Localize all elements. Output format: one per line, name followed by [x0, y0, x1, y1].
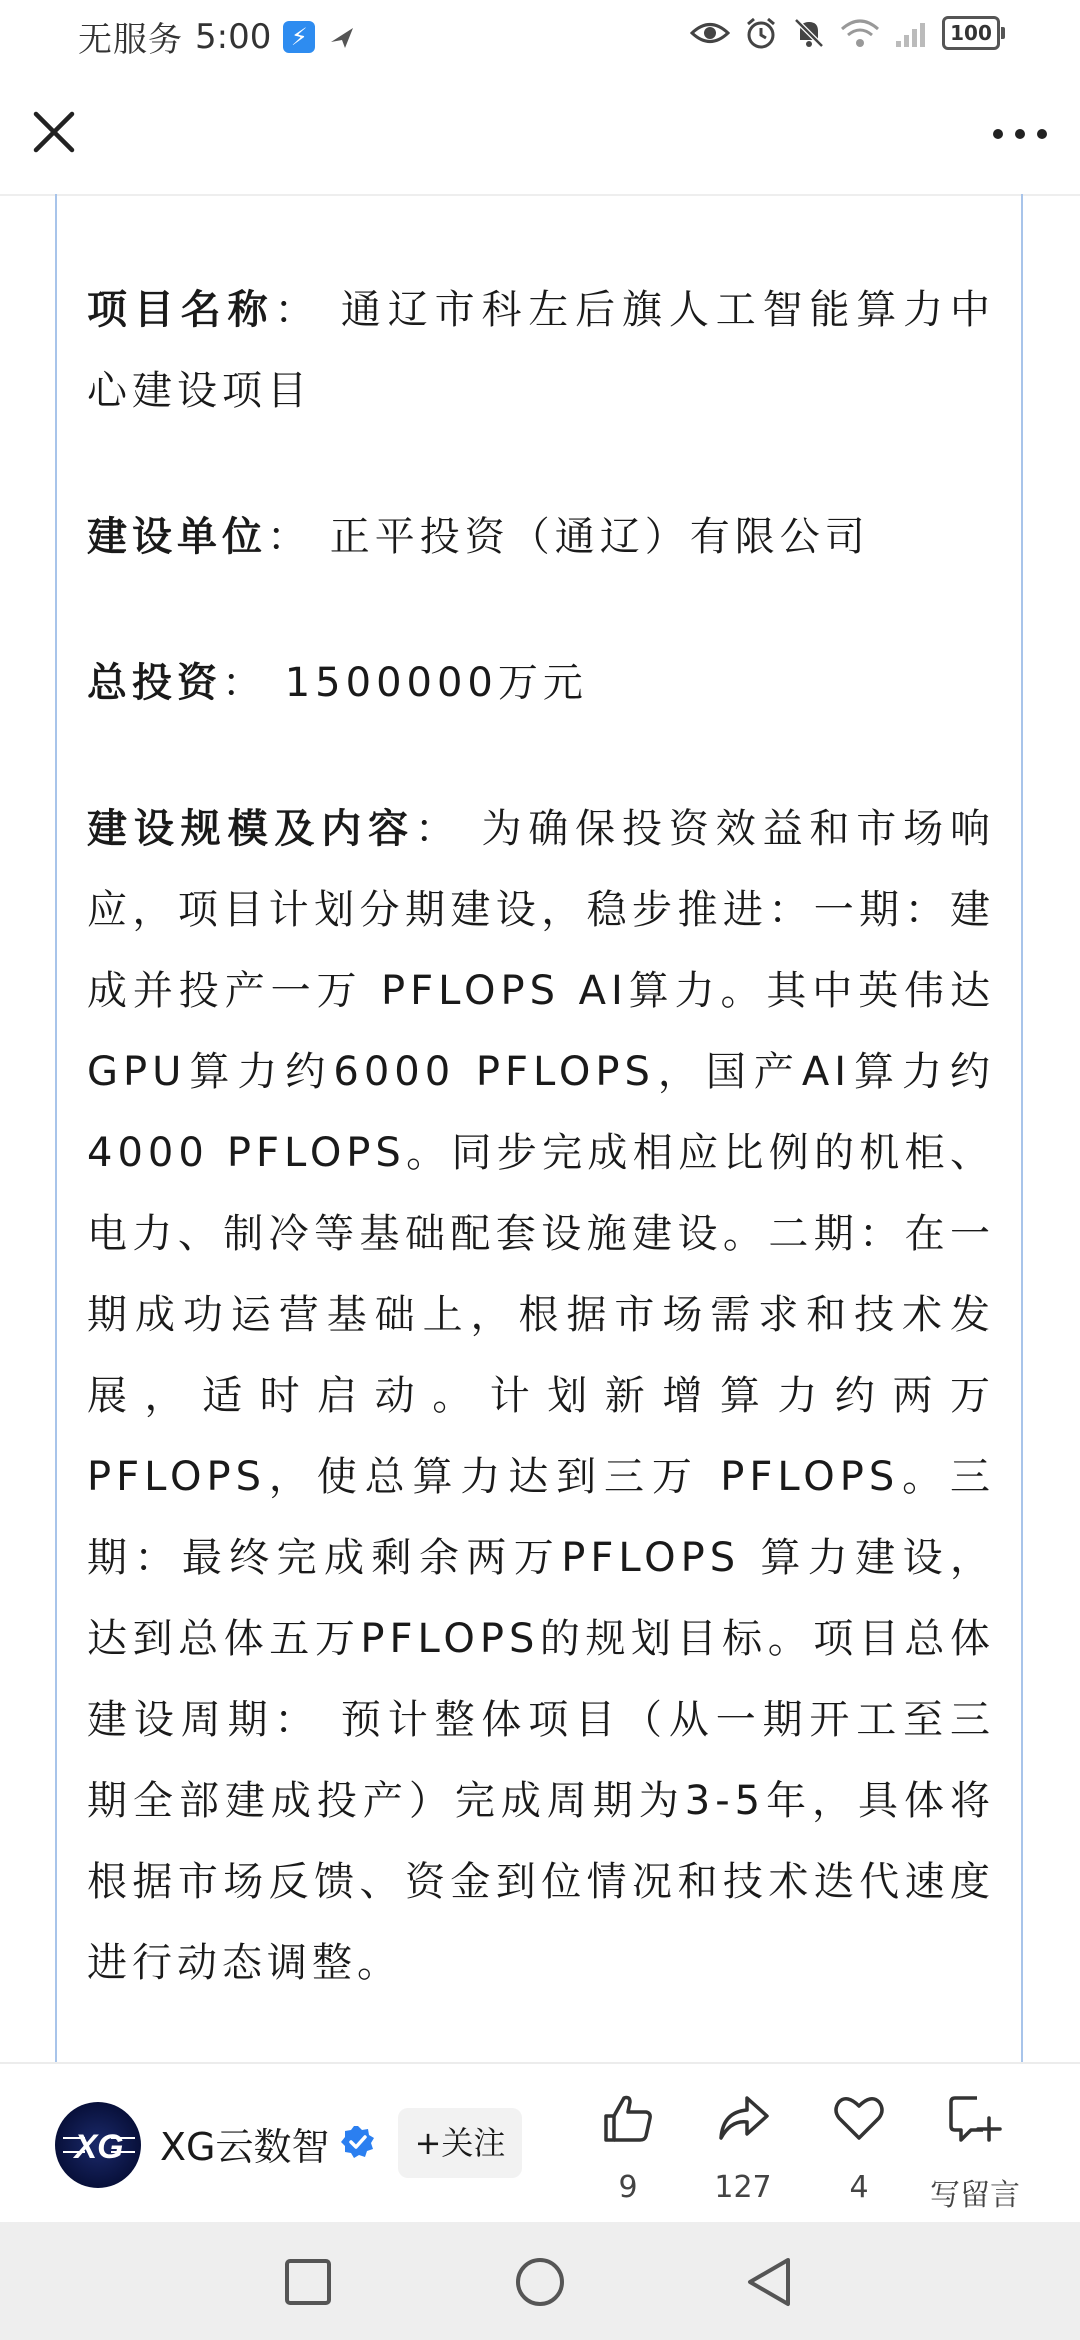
project-name-value: 通辽市科左后旗人工智能算力中心建设项目	[87, 287, 996, 414]
eye-icon	[690, 18, 730, 48]
verified-badge-icon	[340, 2124, 376, 2160]
status-left	[78, 12, 357, 61]
investment-value: 1500000万元	[284, 660, 588, 706]
builder-label: 建设单位	[87, 514, 267, 560]
favorite-count: 4	[849, 2170, 869, 2205]
like-count: 9	[618, 2170, 638, 2205]
xg-logo-icon	[55, 2102, 141, 2188]
clock-text: 5:00	[195, 16, 272, 57]
share-button[interactable]	[688, 2090, 798, 2205]
project-name-paragraph: 项目名称： 通辽市科左后旗人工智能算力中心建设项目	[87, 287, 996, 414]
follow-button[interactable]: +关注	[398, 2108, 522, 2178]
thumbs-up-icon	[600, 2090, 656, 2146]
top-app-bar	[0, 72, 1080, 196]
alarm-icon	[744, 16, 778, 50]
favorite-button[interactable]	[804, 2090, 914, 2205]
comment-label: 写留言	[930, 2178, 1020, 2213]
scope-paragraph: 建设规模及内容： 为确保投资效益和市场响应，项目计划分期建设，稳步推进：一期：建成并投产一万 PFLOPS AI算力。其中英伟达GPU算力约6000 PFLOPS，国产AI算力约4000 PFLOPS。同步完成相应比例的机柜、电力、制冷等基础配套设施建设。二期：在一期成功运营基础上，根据市场需求和技术发展，适时启动。计划新增算力约两万 PFLOPS，使总算力达到三万 PFLOPS。三期：最终完成剩余两万PFLOPS 算力建设，达到总体五万PFLOPS的规划目标。项目总体建设周期： 预计整体项目（从一期开工至三期全部建成投产）完成周期为3-5年，具体将根据市场反馈、资金到位情况和技术迭代速度进行动态调整。	[87, 806, 996, 1986]
comment-add-icon	[947, 2090, 1003, 2146]
project-name-label: 项目名称	[87, 287, 275, 333]
investment-label: 总投资	[87, 660, 222, 706]
avatar-text: XG	[74, 2128, 124, 2166]
like-button[interactable]	[573, 2090, 683, 2205]
recent-apps-icon[interactable]	[282, 2256, 334, 2308]
comment-button[interactable]	[920, 2090, 1030, 2214]
heart-icon	[831, 2090, 887, 2146]
bolt-icon: ⚡	[283, 21, 315, 53]
home-icon[interactable]	[514, 2256, 566, 2308]
mute-bell-icon	[792, 16, 826, 50]
builder-value: 正平投资（通辽）有限公司	[329, 514, 870, 560]
back-icon[interactable]	[744, 2256, 796, 2308]
share-icon	[715, 2090, 771, 2146]
airplane-icon	[327, 22, 357, 52]
avatar[interactable]	[55, 2102, 141, 2188]
author-action-bar	[0, 2062, 1080, 2224]
status-right	[690, 16, 1000, 50]
carrier-text: 无服务	[78, 20, 183, 60]
scope-value: 为确保投资效益和市场响应，项目计划分期建设，稳步推进：一期：建成并投产一万 PFLOPS AI算力。其中英伟达GPU算力约6000 PFLOPS，国产AI算力约4000 PFLOPS。同步完成相应比例的机柜、电力、制冷等基础配套设施建设。二期：在一期成功运营基础上，根据市场需求和技术发展，适时启动。计划新增算力约两万 PFLOPS，使总算力达到三万 PFLOPS。三期：最终完成剩余两万PFLOPS 算力建设，达到总体五万PFLOPS的规划目标。项目总体建设周期： 预计整体项目（从一期开工至三期全部建成投产）完成周期为3-5年，具体将根据市场反馈、资金到位情况和技术迭代速度进行动态调整。	[87, 806, 996, 1986]
builder-paragraph: 建设单位： 正平投资（通辽）有限公司	[87, 514, 870, 560]
investment-paragraph: 总投资： 1500000万元	[87, 660, 588, 706]
close-icon[interactable]	[22, 100, 86, 164]
signal-icon	[894, 17, 928, 49]
wifi-icon	[840, 17, 880, 49]
battery-indicator: 100	[942, 16, 1000, 50]
share-count: 127	[714, 2170, 772, 2205]
scope-label: 建设规模及内容	[87, 806, 415, 852]
article-content	[55, 194, 1023, 2062]
more-icon[interactable]	[982, 100, 1058, 164]
author-name[interactable]: XG云数智	[160, 2125, 330, 2169]
status-bar	[0, 0, 1080, 72]
system-nav-bar	[0, 2222, 1080, 2340]
article-text	[87, 270, 995, 2062]
